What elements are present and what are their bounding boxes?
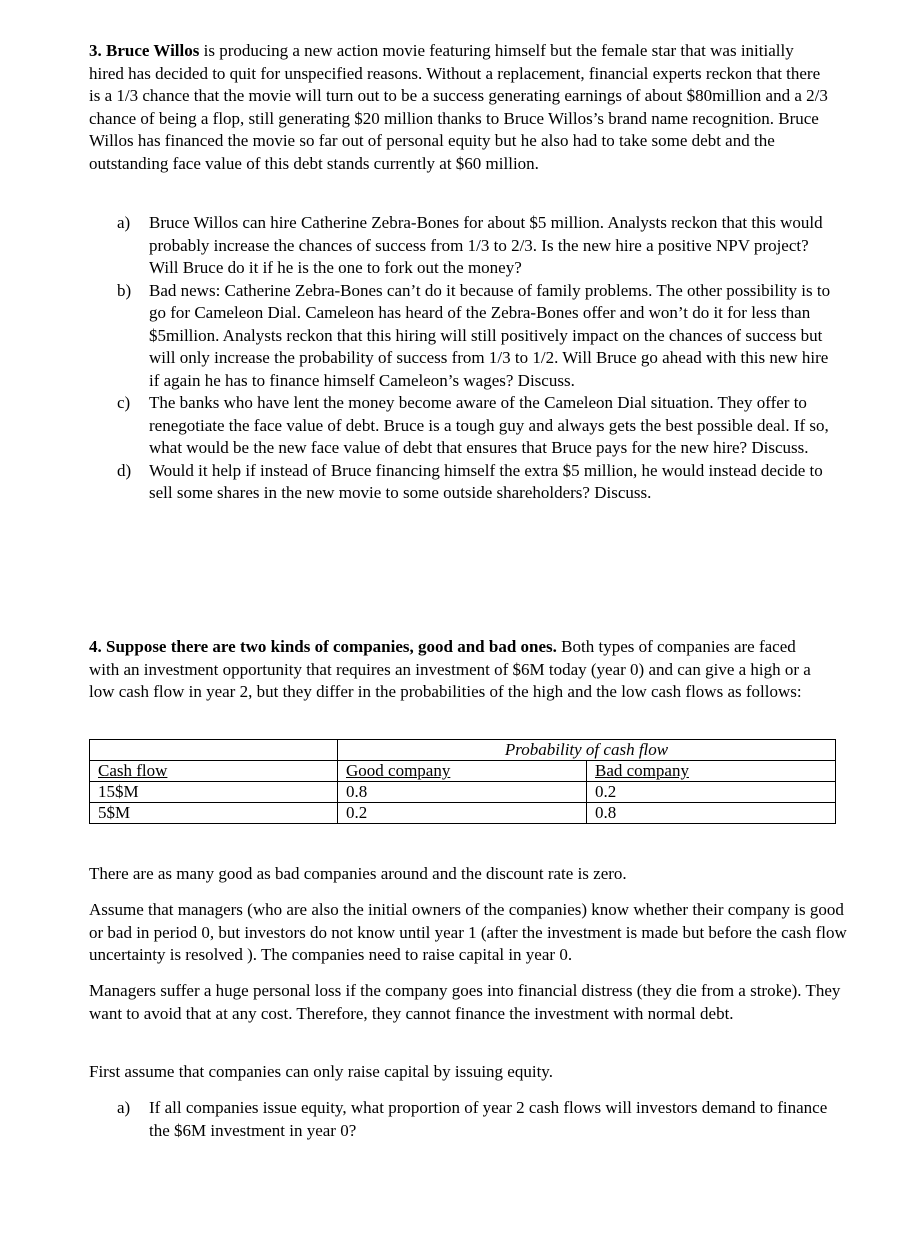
q4-body: Both types of companies are faced with an investment opportunity that requires an investment of $6M today (year 0) and can give a high or a low cash flow in year 2, but they differ in the probabilities of the high and the low cash flows as follows: [89, 637, 811, 701]
q3-parts [89, 212, 839, 505]
col-cash-flow: Cash flow [90, 761, 338, 782]
q4-intro [89, 636, 829, 704]
q3-part-a-label: a) [117, 213, 131, 232]
table-row [90, 803, 836, 824]
q3-part-b [89, 280, 839, 393]
table-header-row [90, 740, 836, 761]
q3-part-b-label: b) [117, 280, 132, 300]
q3-body: is producing a new action movie featuring himself but the female star that was initially hired has decided to quit for unspecified reasons. Without a replacement, financial experts reckon that there is a 1/3 chance that the movie will turn out to be a success generating earnings of about $80million and a 2/3 chance of being a flop, still generating $20 million thanks to Bruce Willos’s brand name recognition. Bruce Willos has financed the movie so far out of personal equity but he also had to take some debt and the outstanding face value of this debt stands currently at $60 million. [89, 41, 828, 173]
table-column-row [90, 761, 836, 782]
col-good-company: Good company [338, 761, 587, 782]
q4-part-a-text: If all companies issue equity, what proportion of year 2 cash flows will investors demand to finance the $6M investment in year 0? [149, 1098, 828, 1140]
q3-part-c-label: c) [117, 393, 131, 412]
q3-part-d-text: Would it help if instead of Bruce financing himself the extra $5 million, he would instead decide to sell some shares in the new movie to some outside shareholders? Discuss. [149, 460, 823, 502]
col-bad-company: Bad company [587, 761, 836, 782]
q4-paragraph-4: First assume that companies can only raise capital by issuing equity. [89, 1062, 553, 1081]
cell-bad: 0.8 [587, 803, 836, 824]
q3-intro [89, 40, 829, 175]
q4-parts [89, 1097, 839, 1142]
q3-part-a-text: Bruce Willos can hire Catherine Zebra-Bones for about $5 million. Analysts reckon that this would probably increase the chances of success from 1/3 to 2/3. Is the new hire a positive NPV project? Will Bruce do it if he is the one to fork out the money? [149, 213, 823, 277]
q3-part-a [89, 212, 839, 280]
q3-part-c-text: The banks who have lent the money become aware of the Cameleon Dial situation. They offer to renegotiate the face value of debt. Bruce is a tough guy and always gets the best possible deal. If so, what would be the new face value of debt that ensures that Bruce pays for the new hire? Discuss. [149, 393, 829, 457]
q3-part-c [89, 392, 839, 460]
q4-part-a-label: a) [117, 1098, 131, 1117]
cash-flow-table [89, 739, 836, 824]
q3-part-b-text: Bad news: Catherine Zebra-Bones can’t do it because of family problems. The other possibility is to go for Cameleon Dial. Cameleon has heard of the Zebra-Bones offer and won’t do it for less than $5million. Analysts reckon that this hiring will still positively impact on the chances of success but will only increase the probability of success from 1/3 to 1/2. Will Bruce go ahead with this new hire if again he has to finance himself Cameleon’s wages? Discuss. [149, 280, 831, 390]
q3-part-d-label: d) [117, 460, 132, 480]
cell-good: 0.2 [338, 803, 587, 824]
table-row [90, 782, 836, 803]
q4-paragraph-1: There are as many good as bad companies around and the discount rate is zero. [89, 864, 627, 883]
cell-cash-flow: 5$M [90, 803, 338, 824]
table-header-probability: Probability of cash flow [338, 740, 836, 761]
q4-paragraph-2: Assume that managers (who are also the initial owners of the companies) know whether their company is good or bad in period 0, but investors do not know until year 1 (after the investment is made but before the cash flow uncertainty is resolved ). The companies need to raise capital in year 0. [89, 900, 847, 964]
q3-part-d [89, 460, 839, 505]
q3-title: 3. Bruce Willos [89, 41, 200, 60]
cell-bad: 0.2 [587, 782, 836, 803]
cell-good: 0.8 [338, 782, 587, 803]
table-header-empty [90, 740, 338, 761]
cell-cash-flow: 15$M [90, 782, 338, 803]
q4-paragraph-3: Managers suffer a huge personal loss if the company goes into financial distress (they die from a stroke). They want to avoid that at any cost. Therefore, they cannot finance the investment with normal debt. [89, 981, 841, 1023]
q4-part-a [89, 1097, 839, 1142]
q4-title: 4. Suppose there are two kinds of companies, good and bad ones. [89, 637, 557, 656]
